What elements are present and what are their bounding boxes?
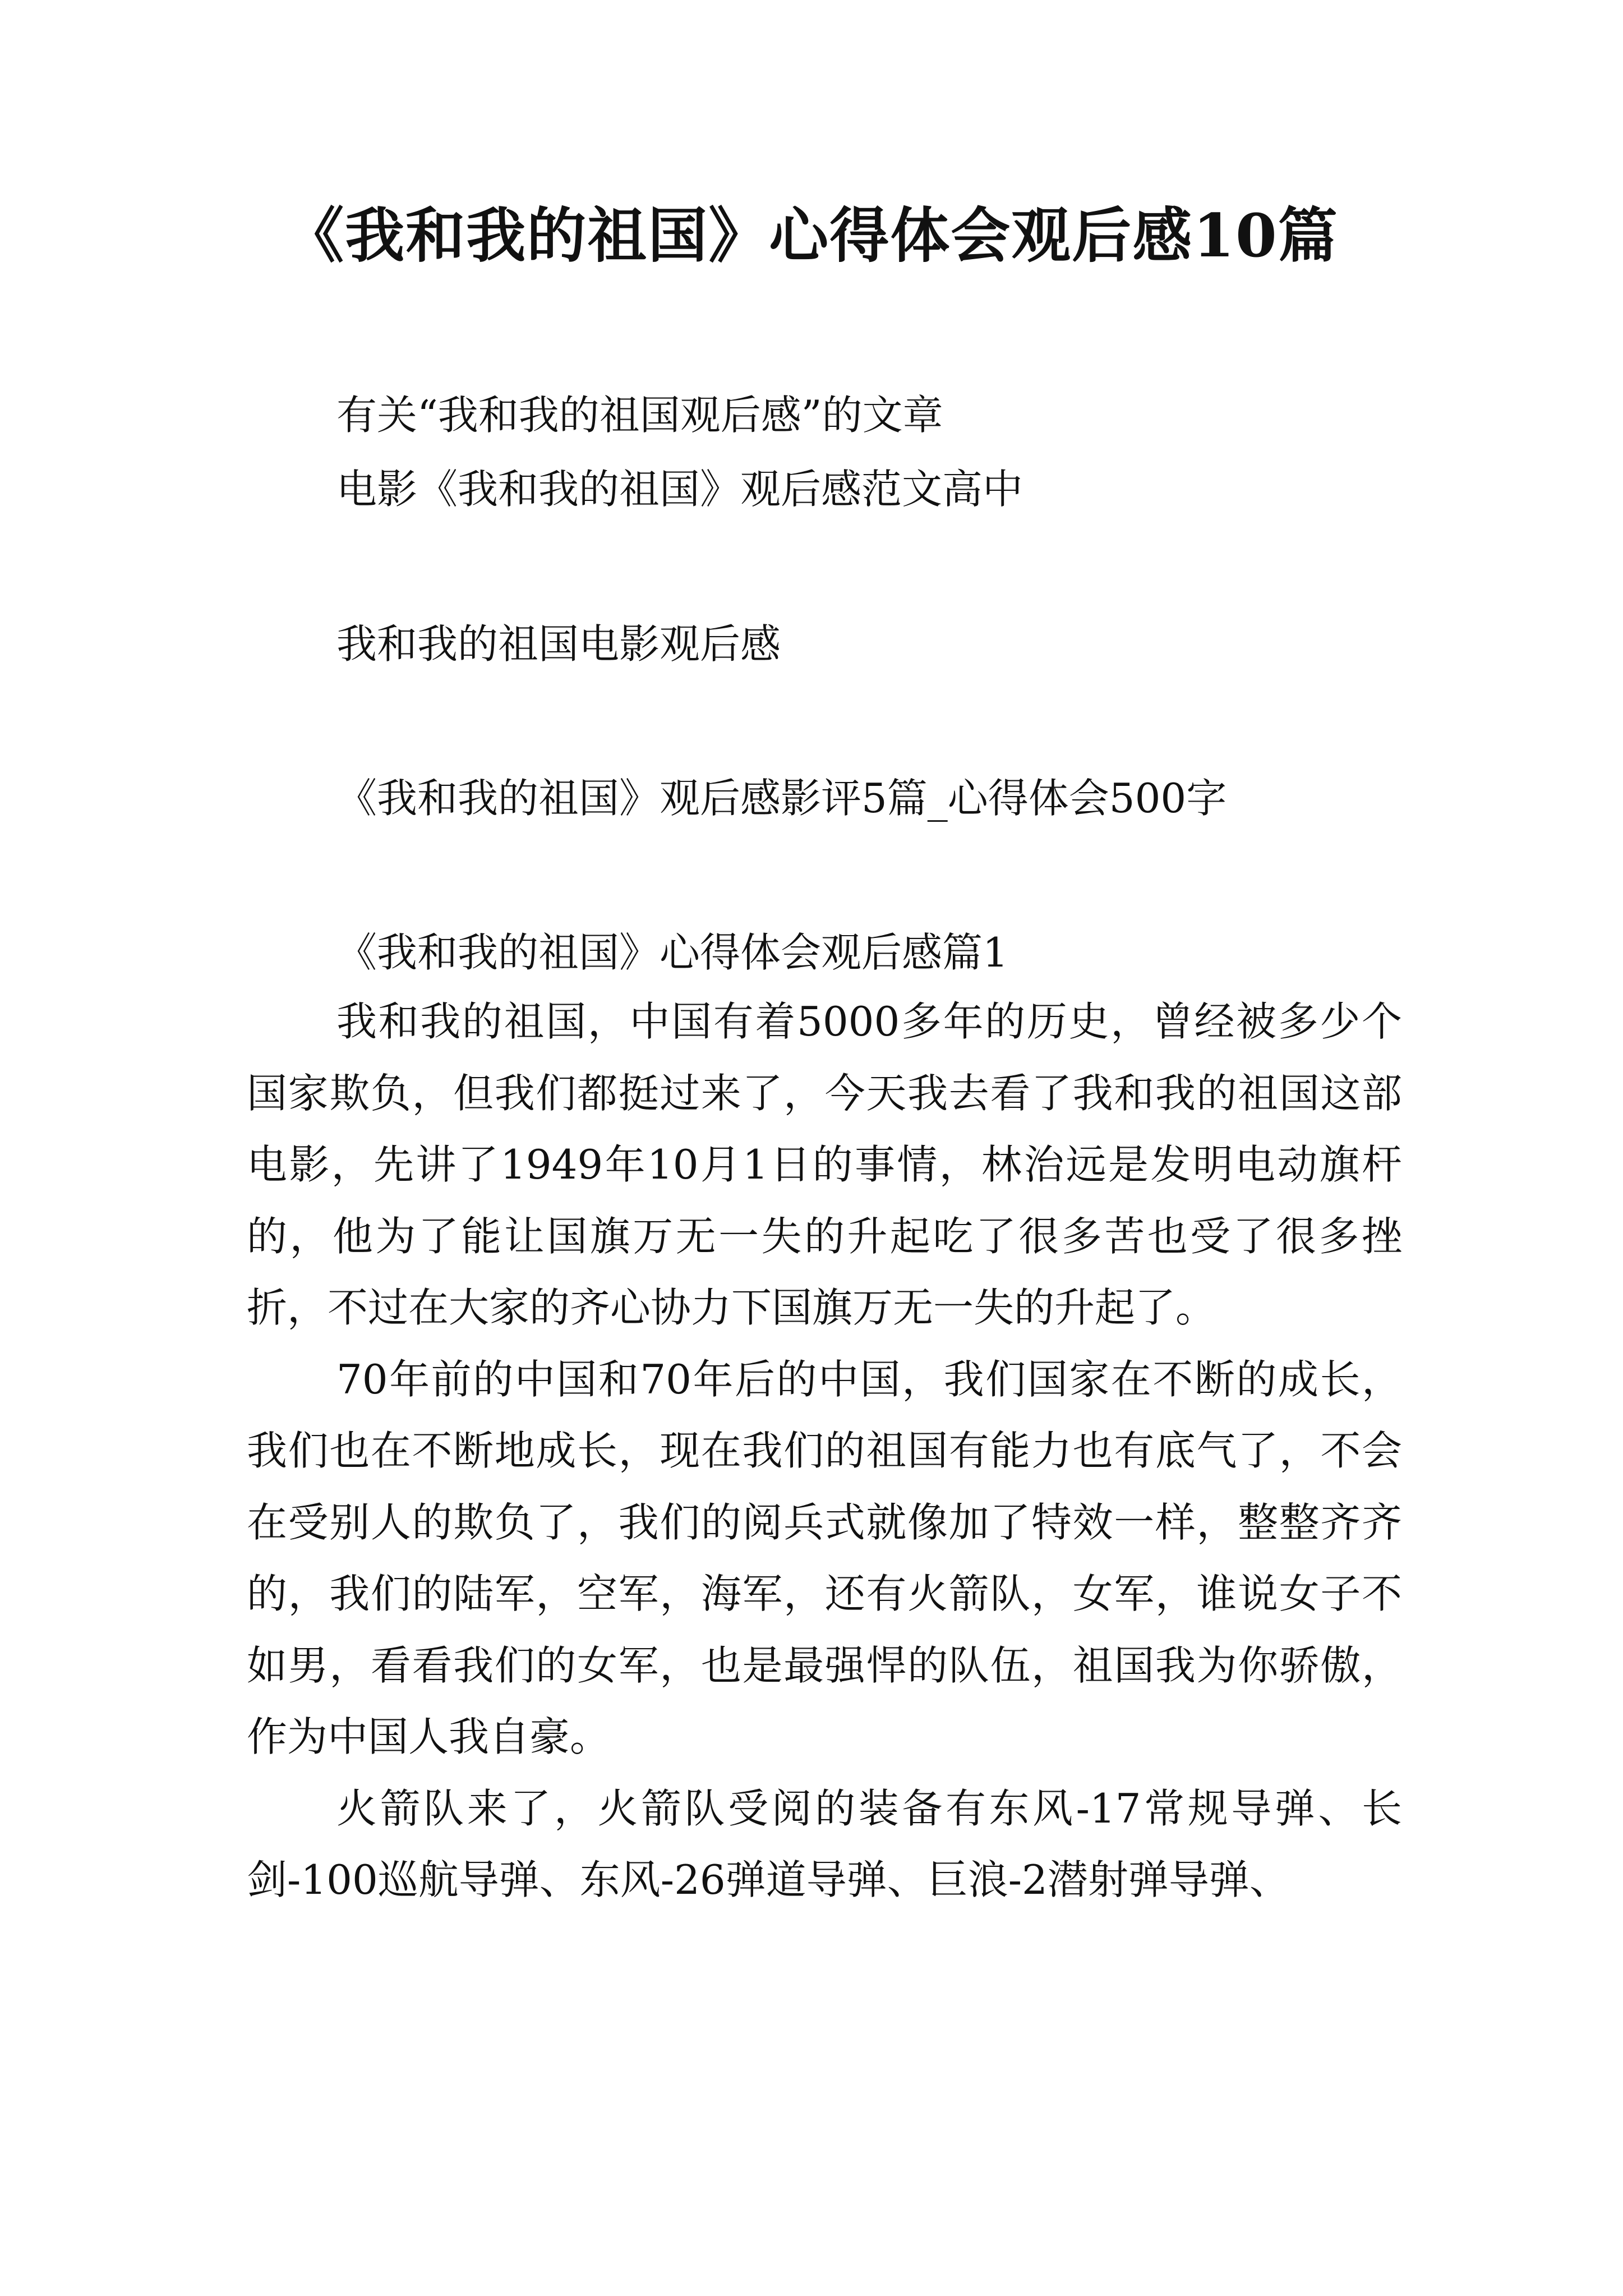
- related-article-link[interactable]: 我和我的祖国电影观后感: [336, 620, 781, 668]
- body-paragraph: 我和我的祖国，中国有着5000多年的历史，曾经被多少个国家欺负，但我们都挺过来了，今天我去看了我和我的祖国这部电影，先讲了1949年10月1日的事情，林治远是发明电动旗杆的，他为了能让国旗万无一失的升起吃了很多苦也受了很多挫折，不过在大家的齐心协力下国旗万无一失的升起了。: [247, 998, 1402, 1331]
- body-paragraph: 火箭队来了，火箭队受阅的装备有东风-17常规导弹、长剑-100巡航导弹、东风-26弹道导弹、巨浪-2潜射弹导弹、: [247, 1784, 1402, 1903]
- section-heading: 《我和我的祖国》心得体会观后感篇1: [336, 929, 1008, 976]
- document-title: 《我和我的祖国》心得体会观后感10篇: [284, 200, 1339, 270]
- article-body: [247, 986, 1402, 1916]
- related-article-link[interactable]: 《我和我的祖国》观后感影评5篇_心得体会500字: [336, 775, 1227, 822]
- related-articles-heading: 有关“我和我的祖国观后感”的文章: [336, 392, 943, 439]
- related-article-link[interactable]: 电影《我和我的祖国》观后感范文高中: [336, 466, 1023, 513]
- body-paragraph: 70年前的中国和70年后的中国，我们国家在不断的成长，我们也在不断地成长，现在我们的祖国有能力也有底气了，不会在受别人的欺负了，我们的阅兵式就像加了特效一样，整整齐齐的，我们的陆军，空军，海军，还有火箭队，女军，谁说女子不如男，看看我们的女军，也是最强悍的队伍，祖国我为你骄傲，作为中国人我自豪。: [247, 1355, 1402, 1760]
